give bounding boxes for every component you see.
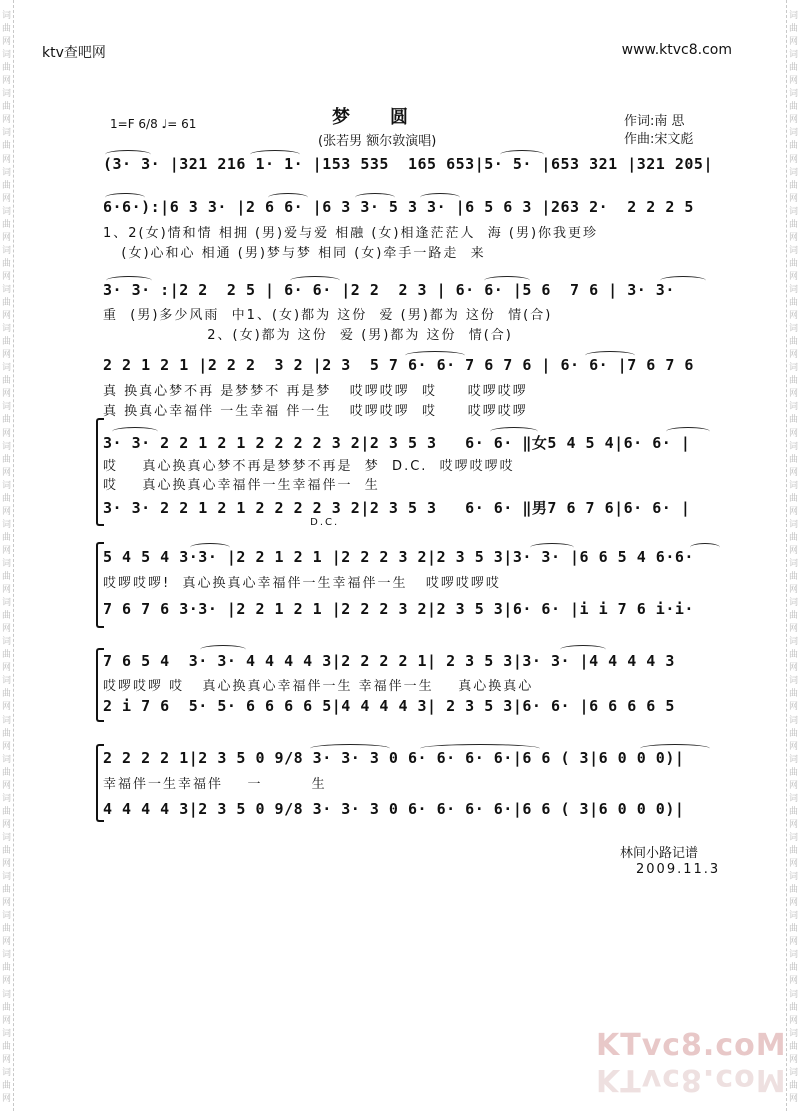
song-title: 梦圆	[332, 107, 448, 128]
watermark-char: 词	[1, 89, 11, 100]
watermark-char: 曲	[788, 885, 798, 896]
watermark-char: 曲	[1, 298, 11, 309]
slur	[310, 744, 390, 753]
watermark-char: 词	[1, 989, 11, 1000]
watermark-char: 词	[788, 50, 798, 61]
watermark-char: 词	[1, 128, 11, 139]
watermark-char: 曲	[1, 219, 11, 230]
watermark-char: 词	[788, 206, 798, 217]
watermark-char: 词	[788, 832, 798, 843]
slur	[112, 427, 158, 436]
watermark-char: 曲	[788, 963, 798, 974]
watermark-char: 网	[788, 311, 798, 322]
slur	[200, 645, 246, 654]
watermark-char: 网	[788, 350, 798, 361]
watermark-char: 曲	[788, 258, 798, 269]
watermark-char: 词	[1, 872, 11, 883]
dc-marking: D.C.	[103, 517, 340, 528]
watermark-char: 网	[788, 663, 798, 674]
watermark-char: 曲	[788, 102, 798, 113]
watermark-char: 网	[1, 819, 11, 830]
watermark-char: 曲	[788, 611, 798, 622]
watermark-char: 词	[788, 284, 798, 295]
lyric-line: 真 换真心梦不再 是梦梦不 再是梦 哎啰哎啰 哎 哎啰哎啰	[103, 384, 528, 399]
watermark-char: 词	[788, 245, 798, 256]
watermark-char: 网	[788, 937, 798, 948]
watermark-char: 词	[788, 911, 798, 922]
watermark-char: 词	[788, 676, 798, 687]
watermark-char: 词	[1, 50, 11, 61]
transcriber-credit: 林间小路记谱	[620, 846, 699, 861]
watermark-char: 曲	[1, 180, 11, 191]
watermark-char: 网	[1, 1093, 11, 1104]
watermark-char: 网	[1, 585, 11, 596]
watermark-char: 曲	[788, 454, 798, 465]
lyric-line: 重 (男)多少风雨 中1、(女)都为 这份 爱 (男)都为 这份 情(合)	[103, 308, 553, 323]
watermark-char: 曲	[788, 728, 798, 739]
watermark-char: 曲	[1, 611, 11, 622]
score-line-2: 6·6·):|6 3 3· |2 6 6· |6 3 3· 5 3 3· |6 5 6 3 |263 2· 2 2 2 5	[103, 198, 694, 216]
lyric-line: 1、2(女)情和情 相拥 (男)爱与爱 相融 (女)相逢茫茫人 海 (男)你我更珍	[103, 226, 599, 241]
slur	[250, 150, 300, 159]
watermark-char: 曲	[1, 532, 11, 543]
slur	[106, 276, 152, 285]
watermark-char: 曲	[788, 846, 798, 856]
slur	[484, 276, 530, 285]
watermark-char: 词	[788, 558, 798, 569]
slur	[405, 351, 465, 360]
watermark-char: 词	[1, 598, 11, 609]
watermark-char: 网	[1, 350, 11, 361]
watermark-char: 词	[1, 676, 11, 687]
watermark-char: 词	[788, 598, 798, 609]
watermark-char: 网	[788, 232, 798, 243]
watermark-char: 网	[1, 389, 11, 400]
watermark-char: 网	[788, 741, 798, 752]
watermark-char: 曲	[788, 650, 798, 661]
watermark-char: 网	[1, 193, 11, 204]
score-line-3: 3· 3· :|2 2 2 5 | 6· 6· |2 2 2 3 | 6· 6· |5 6 7 6 | 3· 3·	[103, 281, 675, 299]
watermark-char: 曲	[1, 376, 11, 387]
score-line-6b: 7 6 7 6 3·3· |2 2 1 2 1 |2 2 2 3 2|2 3 5 3|6· 6· |i i 7 6 i·i·	[103, 600, 694, 618]
watermark-char: 词	[1, 402, 11, 413]
watermark-char: 曲	[1, 1080, 11, 1091]
watermark-char: 网	[1, 1054, 11, 1065]
slur	[355, 193, 395, 202]
score-line-8b: 4 4 4 4 3|2 3 5 0 9/8 3· 3· 3 0 6· 6· 6· 6·|6 6 ( 3|6 0 0 0)|	[103, 800, 685, 818]
watermark-char: 网	[1, 76, 11, 87]
watermark-char: 曲	[1, 963, 11, 974]
watermark-char: 曲	[1, 885, 11, 896]
transcription-date: 2009.11.3	[636, 862, 721, 877]
ktvc8-logo: KTvc8.coM	[596, 1028, 787, 1063]
watermark-char: 曲	[1, 924, 11, 935]
lyric-line: 哎 真心换真心梦不再是梦梦不再是 梦 D.C. 哎啰哎啰哎	[103, 459, 515, 474]
watermark-char: 网	[1, 898, 11, 909]
watermark-char: 网	[788, 545, 798, 556]
watermark-char: 曲	[1, 846, 11, 856]
watermark-char: 网	[788, 428, 798, 439]
watermark-char: 曲	[1, 650, 11, 661]
watermark-char: 词	[1, 1028, 11, 1039]
watermark-char: 词	[1, 832, 11, 843]
slur	[190, 543, 230, 552]
watermark-char: 曲	[1, 454, 11, 465]
watermark-char: 曲	[788, 767, 798, 778]
watermark-char: 词	[788, 480, 798, 491]
watermark-char: 曲	[1, 24, 11, 35]
score-line-4: 2 2 1 2 1 |2 2 2 3 2 |2 3 5 7 6· 6· 7 6 7 6 | 6· 6· |7 6 7 6	[103, 356, 694, 374]
watermark-char: 词	[1, 324, 11, 335]
slur	[560, 645, 606, 654]
watermark-char: 网	[788, 624, 798, 635]
watermark-char: 词	[1, 911, 11, 922]
lyric-line: 哎啰哎啰 哎 真心换真心幸福伴一生 幸福伴一生 真心换真心	[103, 679, 534, 694]
watermark-char: 曲	[788, 24, 798, 35]
watermark-char: 网	[1, 506, 11, 517]
watermark-char: 网	[788, 271, 798, 282]
watermark-char: 网	[1, 859, 11, 870]
watermark-char: 网	[1, 1015, 11, 1026]
watermark-char: 网	[1, 428, 11, 439]
watermark-char: 词	[788, 324, 798, 335]
watermark-char: 词	[1, 11, 11, 21]
watermark-char: 词	[788, 950, 798, 961]
watermark-char: 网	[1, 115, 11, 126]
watermark-char: 词	[788, 637, 798, 648]
watermark-char: 曲	[788, 1002, 798, 1013]
watermark-char: 词	[1, 793, 11, 804]
watermark-char: 网	[788, 585, 798, 596]
watermark-char: 网	[788, 506, 798, 517]
slur	[268, 193, 308, 202]
watermark-char: 网	[1, 663, 11, 674]
watermark-char: 曲	[1, 572, 11, 583]
watermark-char: 词	[1, 950, 11, 961]
watermark-char: 词	[788, 89, 798, 100]
watermark-char: 曲	[1, 806, 11, 817]
watermark-char: 网	[1, 154, 11, 165]
watermark-char: 词	[1, 480, 11, 491]
slur	[666, 427, 710, 436]
watermark-char: 网	[788, 702, 798, 713]
score-line-6a: 5 4 5 4 3·3· |2 2 1 2 1 |2 2 2 3 2|2 3 5 3|3· 3· |6 6 5 4 6·6·	[103, 548, 694, 566]
lyric-line: (女)心和心 相通 (男)梦与梦 相同 (女)牵手一路走 来	[103, 246, 486, 261]
watermark-char: 曲	[788, 376, 798, 387]
watermark-char: 曲	[788, 298, 798, 309]
watermark-char: 网	[1, 271, 11, 282]
watermark-char: 曲	[788, 806, 798, 817]
slur	[420, 744, 540, 753]
watermark-char: 词	[1, 715, 11, 726]
watermark-char: 词	[1, 558, 11, 569]
watermark-char: 网	[1, 37, 11, 48]
watermark-char: 曲	[1, 415, 11, 426]
watermark-char: 曲	[788, 689, 798, 700]
watermark-char: 网	[1, 467, 11, 478]
watermark-char: 曲	[788, 219, 798, 230]
watermark-char: 网	[788, 1093, 798, 1104]
watermark-char: 词	[1, 245, 11, 256]
score-line-1: (3· 3· |321 216 1· 1· |153 535 165 653|5· 5· |653 321 |321 205|	[103, 155, 713, 173]
watermark-char: 曲	[788, 1041, 798, 1052]
watermark-char: 网	[788, 193, 798, 204]
watermark-char: 词	[1, 1067, 11, 1078]
watermark-char: 词	[788, 793, 798, 804]
lyric-line: 真 换真心幸福伴 一生幸福 伴一生 哎啰哎啰 哎 哎啰哎啰	[103, 404, 528, 419]
watermark-char: 曲	[788, 493, 798, 504]
slur	[420, 193, 460, 202]
lyric-line: 哎啰哎啰! 真心换真心幸福伴一生幸福伴一生 哎啰哎啰哎	[103, 576, 501, 591]
watermark-char: 词	[1, 441, 11, 452]
watermark-char: 曲	[788, 141, 798, 152]
score-line-5b: 3· 3· 2 2 1 2 1 2 2 2 2 3 2|2 3 5 3 6· 6· ‖男7 6 7 6|6· 6· |	[103, 499, 691, 517]
watermark-char: 曲	[1, 1002, 11, 1013]
lyric-line: 2、(女)都为 这份 爱 (男)都为 这份 情(合)	[103, 328, 513, 343]
watermark-char: 词	[1, 754, 11, 765]
watermark-char: 网	[788, 37, 798, 48]
slur	[690, 543, 720, 552]
watermark-char: 曲	[788, 415, 798, 426]
watermark-char: 网	[1, 741, 11, 752]
watermark-char: 词	[788, 519, 798, 530]
watermark-char: 网	[788, 389, 798, 400]
watermark-char: 词	[788, 754, 798, 765]
watermark-char: 词	[788, 363, 798, 374]
watermark-char: 曲	[788, 924, 798, 935]
watermark-char: 网	[788, 898, 798, 909]
watermark-char: 词	[1, 284, 11, 295]
lyric-line: 幸福伴一生幸福伴 一 生	[103, 777, 327, 792]
slur	[490, 427, 538, 436]
watermark-char: 网	[1, 780, 11, 791]
song-subtitle: (张若男 额尔敦演唱)	[318, 134, 437, 149]
site-name: ktv查吧网	[42, 45, 106, 61]
watermark-char: 曲	[788, 180, 798, 191]
watermark-char: 网	[788, 859, 798, 870]
watermark-char: 网	[788, 1015, 798, 1026]
watermark-char: 词	[1, 637, 11, 648]
watermark-char: 网	[1, 311, 11, 322]
slur	[290, 276, 340, 285]
watermark-char: 曲	[788, 1080, 798, 1091]
watermark-char: 网	[788, 115, 798, 126]
watermark-char: 网	[788, 1054, 798, 1065]
watermark-char: 曲	[1, 689, 11, 700]
watermark-char: 网	[1, 624, 11, 635]
watermark-char: 曲	[1, 258, 11, 269]
watermark-char: 词	[788, 989, 798, 1000]
watermark-char: 词	[1, 206, 11, 217]
watermark-char: 词	[788, 441, 798, 452]
watermark-char: 网	[1, 232, 11, 243]
site-url: www.ktvc8.com	[621, 42, 732, 58]
watermark-char: 曲	[1, 102, 11, 113]
watermark-char: 词	[788, 11, 798, 21]
key-signature: 1=F 6/8 ♩= 61	[110, 117, 197, 131]
watermark-char: 曲	[1, 728, 11, 739]
watermark-char: 词	[788, 1028, 798, 1039]
watermark-char: 网	[1, 545, 11, 556]
score-line-5a: 3· 3· 2 2 1 2 1 2 2 2 2 3 2|2 3 5 3 6· 6· ‖女5 4 5 4|6· 6· |	[103, 434, 691, 452]
watermark-char: 曲	[788, 572, 798, 583]
watermark-char: 网	[1, 976, 11, 987]
watermark-char: 网	[788, 154, 798, 165]
watermark-char: 网	[788, 467, 798, 478]
score-line-7a: 7 6 5 4 3· 3· 4 4 4 4 3|2 2 2 2 1| 2 3 5 3|3· 3· |4 4 4 4 3	[103, 652, 675, 670]
watermark-char: 网	[1, 937, 11, 948]
watermark-char: 曲	[788, 63, 798, 74]
watermark-char: 曲	[1, 337, 11, 348]
score-line-8a: 2 2 2 2 1|2 3 5 0 9/8 3· 3· 3 0 6· 6· 6· 6·|6 6 ( 3|6 0 0 0)|	[103, 749, 685, 767]
watermark-char: 曲	[788, 532, 798, 543]
watermark-column-right	[786, 0, 800, 1111]
watermark-char: 曲	[1, 767, 11, 778]
watermark-char: 曲	[1, 63, 11, 74]
watermark-char: 词	[1, 519, 11, 530]
watermark-char: 曲	[788, 337, 798, 348]
watermark-char: 词	[788, 128, 798, 139]
slur	[585, 351, 635, 360]
watermark-char: 网	[788, 780, 798, 791]
lyricist-credit: 作词:南 思	[624, 114, 685, 129]
watermark-char: 词	[1, 167, 11, 178]
watermark-char: 词	[1, 363, 11, 374]
composer-credit: 作曲:宋文彪	[624, 132, 694, 147]
watermark-char: 网	[788, 76, 798, 87]
watermark-char: 词	[788, 402, 798, 413]
slur	[660, 276, 706, 285]
watermark-char: 词	[788, 1067, 798, 1078]
slur	[105, 193, 145, 202]
slur	[500, 150, 544, 159]
watermark-char: 词	[788, 167, 798, 178]
watermark-char: 网	[788, 976, 798, 987]
watermark-column-left	[0, 0, 14, 1111]
ktvc8-logo-reflection: KTvc8.coM	[596, 1062, 787, 1097]
watermark-char: 网	[1, 702, 11, 713]
slur	[640, 744, 710, 753]
watermark-char: 曲	[1, 1041, 11, 1052]
watermark-char: 曲	[1, 141, 11, 152]
slur	[105, 150, 151, 159]
watermark-char: 词	[788, 715, 798, 726]
slur	[530, 543, 574, 552]
watermark-char: 词	[788, 872, 798, 883]
watermark-char: 曲	[1, 493, 11, 504]
score-line-7b: 2 i 7 6 5· 5· 6 6 6 6 5|4 4 4 4 3| 2 3 5 3|6· 6· |6 6 6 6 5	[103, 697, 675, 715]
watermark-char: 网	[788, 819, 798, 830]
lyric-line: 哎 真心换真心幸福伴一生幸福伴一 生	[103, 478, 380, 493]
